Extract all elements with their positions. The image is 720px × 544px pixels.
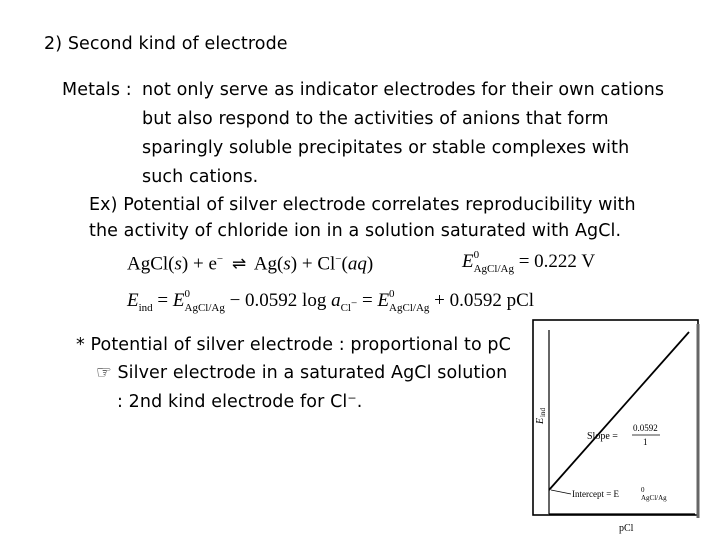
section-heading: 2) Second kind of electrode [44, 34, 288, 54]
intercept-sub: AgCl/Ag [641, 494, 667, 502]
note-bullet-3: : 2nd kind electrode for Cl⁻. [117, 392, 363, 412]
graph-svg [531, 318, 703, 540]
nernst-equation: $E_{ind} = E$ 0 AgCl/Ag − 0.0592 $\log a_{Cl^-} = E$ 0 AgCl/Ag + 0.0592 pCl [127, 287, 535, 314]
metals-label: Metals : [62, 80, 132, 100]
example-line-2: the activity of chloride ion in a solution saturated with AgCl. [89, 221, 622, 241]
slope-numerator: 0.0592 [633, 423, 658, 433]
reaction-equation: AgCl(s) + e− ⇌ Ag(s) + Cl−(aq) [127, 253, 374, 275]
intercept-label: Intercept = E [572, 489, 620, 499]
metals-line-4: such cations. [142, 167, 259, 187]
slope-denominator: 1 [643, 437, 648, 447]
svg-text:ind: ind [539, 408, 547, 417]
note-bullet-1: * Potential of silver electrode : proportional to pC [76, 335, 511, 355]
intercept-sup: 0 [641, 486, 645, 494]
equilibrium-arrow: ⇌ [231, 254, 247, 275]
example-line-1: Ex) Potential of silver electrode correlates reproducibility with [89, 195, 636, 215]
note-bullet-2: ☞ Silver electrode in a saturated AgCl solution [96, 363, 508, 383]
slope-label: Slope = [587, 431, 618, 442]
svg-text:E: E [535, 417, 546, 424]
metals-line-3: sparingly soluble precipitates or stable complexes with [142, 138, 630, 158]
x-axis-label: pCl [619, 523, 634, 534]
ecell-vs-pcl-graph [531, 318, 703, 540]
metals-line-1: not only serve as indicator electrodes for their own cations [142, 80, 665, 100]
metals-line-2: but also respond to the activities of anions that form [142, 109, 609, 129]
standard-potential: E 0 AgCl/Ag = 0.222 V [462, 248, 596, 275]
